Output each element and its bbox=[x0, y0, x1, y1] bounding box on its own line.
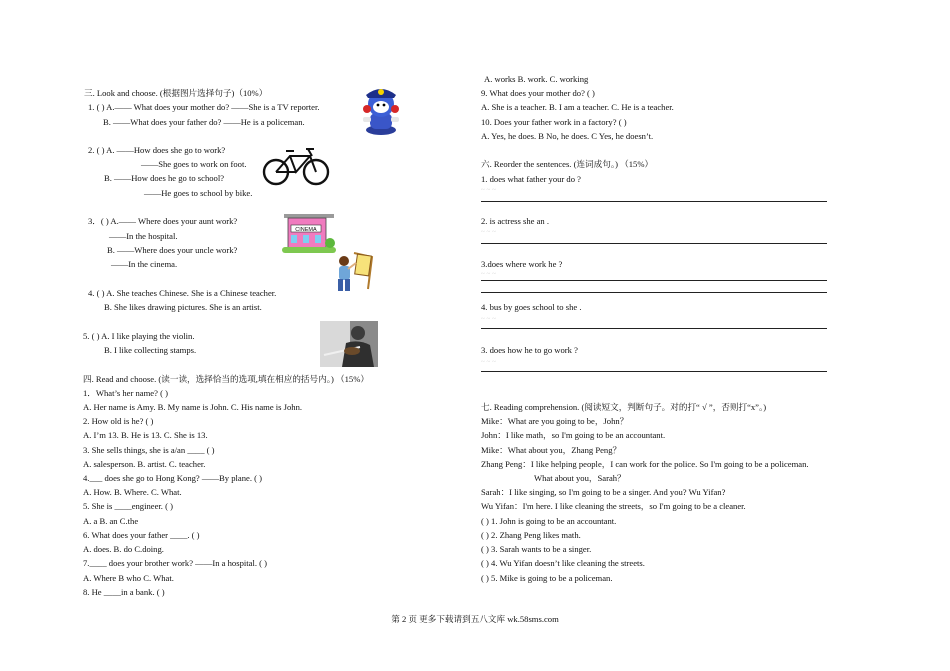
cinema-building-image bbox=[282, 211, 336, 253]
passage-line: Sarah：I like singing, so I'm going to be a singer. And you? Wu Yifan? bbox=[481, 487, 726, 497]
police-mascot-image bbox=[358, 83, 404, 137]
q3-3-answer-b: ——In the cinema. bbox=[111, 259, 178, 269]
q3-3-option-a: 3．( ) A.—— Where does your aunt work? bbox=[88, 216, 238, 226]
section-4-line: 4.___ does she go to Hong Kong? ——By plane. ( ) bbox=[83, 473, 263, 483]
section-4-line: A. Where B who C. What. bbox=[83, 573, 174, 583]
q3-2-option-b: B. ——How does he go to school? bbox=[104, 173, 225, 183]
statement-item: ( ) 1. John is going to be an accountant. bbox=[481, 516, 617, 526]
passage-line: Zhang Peng：I like helping people，I can work for the police. So I'm going to be a policeman. bbox=[481, 459, 809, 469]
passage-line: John：I like math，so I'm going to be an accountant. bbox=[481, 430, 666, 440]
q3-5-option-a: 5. ( ) A. I like playing the violin. bbox=[83, 331, 195, 341]
statement-item: ( ) 5. Mike is going to be a policeman. bbox=[481, 573, 613, 583]
answer-line-4[interactable] bbox=[481, 328, 827, 329]
section-4-header: 四. Read and choose. (读一读，选择恰当的选项,填在相应的括号内。) （15%） bbox=[83, 374, 369, 384]
q3-3-option-b: B. ——Where does your uncle work? bbox=[107, 245, 238, 255]
section-4-line: A. salesperson. B. artist. C. teacher. bbox=[83, 459, 206, 469]
passage-line: Mike：What about you，Zhang Peng？ bbox=[481, 445, 622, 455]
section-4-line: A. a B. an C.the bbox=[83, 516, 139, 526]
faint-watermark: ~ ~ ~ bbox=[481, 315, 496, 323]
section-4-cont-line: 10. Does your father work in a factory? ( ) bbox=[481, 117, 627, 127]
faint-watermark: ~ ~ ~ bbox=[481, 228, 496, 236]
q3-4-option-b: B. She likes drawing pictures. She is an artist. bbox=[104, 302, 262, 312]
reorder-item-2: 2. is actress she an . bbox=[481, 216, 550, 226]
answer-line-3a[interactable] bbox=[481, 280, 827, 281]
section-4-cont-line: A. She is a teacher. B. I am a teacher. C. He is a teacher. bbox=[481, 102, 674, 112]
faint-watermark: ~ ~ ~ bbox=[481, 270, 496, 278]
answer-line-5[interactable] bbox=[481, 371, 827, 372]
passage-line: What about you，Sarah？ bbox=[534, 473, 626, 483]
section-4-line: 6. What does your father ____. ( ) bbox=[83, 530, 200, 540]
cinema-sign-text: CINEMA bbox=[295, 227, 317, 233]
q3-2-answer-b: ——He goes to school by bike. bbox=[144, 188, 253, 198]
violin-player-image bbox=[320, 321, 378, 367]
q3-3-answer-a: ——In the hospital. bbox=[109, 231, 178, 241]
section-4-line: 5. She is ____engineer. ( ) bbox=[83, 501, 173, 511]
section-3-header: 三. Look and choose. (根据图片选择句子)（10%） bbox=[84, 88, 268, 98]
statement-item: ( ) 2. Zhang Peng likes math. bbox=[481, 530, 581, 540]
section-4-line: 8. He ____in a bank. ( ) bbox=[83, 587, 165, 597]
answer-line-2[interactable] bbox=[481, 243, 827, 244]
section-4-line: 1．What’s her name? ( ) bbox=[83, 388, 168, 398]
section-4-line: A. Her name is Amy. B. My name is John. C. His name is John. bbox=[83, 402, 303, 412]
passage-line: Wu Yifan：I'm here. I like cleaning the streets，so I'm going to be a cleaner. bbox=[481, 501, 746, 511]
section-4-line: A. How. B. Where. C. What. bbox=[83, 487, 182, 497]
statement-item: ( ) 3. Sarah wants to be a singer. bbox=[481, 544, 592, 554]
q3-5-option-b: B. I like collecting stamps. bbox=[104, 345, 197, 355]
section-4-line: A. does. B. do C.doing. bbox=[83, 544, 164, 554]
q3-1-option-b: B. ——What does your father do? ——He is a policeman. bbox=[103, 117, 305, 127]
faint-watermark: ~ ~ ~ bbox=[481, 186, 496, 194]
section-4-line: 2. How old is he? ( ) bbox=[83, 416, 154, 426]
section-4-cont-line: A. Yes, he does. B No, he does. C Yes, he doesn’t. bbox=[481, 131, 654, 141]
section-4-line: A. I’m 13. B. He is 13. C. She is 13. bbox=[83, 430, 208, 440]
section-4-line: 7.____ does your brother work? ——In a hospital. ( ) bbox=[83, 558, 268, 568]
page-footer: 第 2 页 更多下载请到五八文库 wk.58sms.com bbox=[391, 614, 559, 624]
reorder-item-4: 4. bus by goes school to she . bbox=[481, 302, 582, 312]
q3-1-option-a: 1. ( ) A.—— What does your mother do? ——She is a TV reporter. bbox=[88, 102, 320, 112]
section-4-cont-line: A. works B. work. C. working bbox=[484, 74, 589, 84]
reorder-item-3: 3.does where work he ? bbox=[481, 259, 563, 269]
answer-line-3b[interactable] bbox=[481, 292, 827, 293]
section-6-header: 六. Reorder the sentences. (连词成句。) （15%） bbox=[481, 159, 654, 169]
section-4-line: 3. She sells things, she is a/an ____ ( ) bbox=[83, 445, 215, 455]
q3-2-option-a: 2. ( ) A. ——How does she go to work? bbox=[88, 145, 226, 155]
reorder-item-5: 3. does how he to go work ? bbox=[481, 345, 578, 355]
reorder-item-1: 1. does what father your do ? bbox=[481, 174, 581, 184]
answer-line-1[interactable] bbox=[481, 201, 827, 202]
statement-item: ( ) 4. Wu Yifan doesn’t like cleaning the streets. bbox=[481, 558, 645, 568]
q3-4-option-a: 4. ( ) A. She teaches Chinese. She is a Chinese teacher. bbox=[88, 288, 277, 298]
artist-painting-image bbox=[332, 249, 378, 295]
q3-2-answer-a: ——She goes to work on foot. bbox=[141, 159, 247, 169]
passage-line: Mike：What are you going to be，John？ bbox=[481, 416, 629, 426]
bicycle-image bbox=[262, 146, 330, 186]
section-4-cont-line: 9. What does your mother do? ( ) bbox=[481, 88, 595, 98]
faint-watermark: ~ ~ ~ bbox=[481, 358, 496, 366]
section-7-header: 七. Reading comprehension. (阅读短文，判断句子。对的打“ √ ”，否则打“x”。) bbox=[481, 402, 767, 412]
